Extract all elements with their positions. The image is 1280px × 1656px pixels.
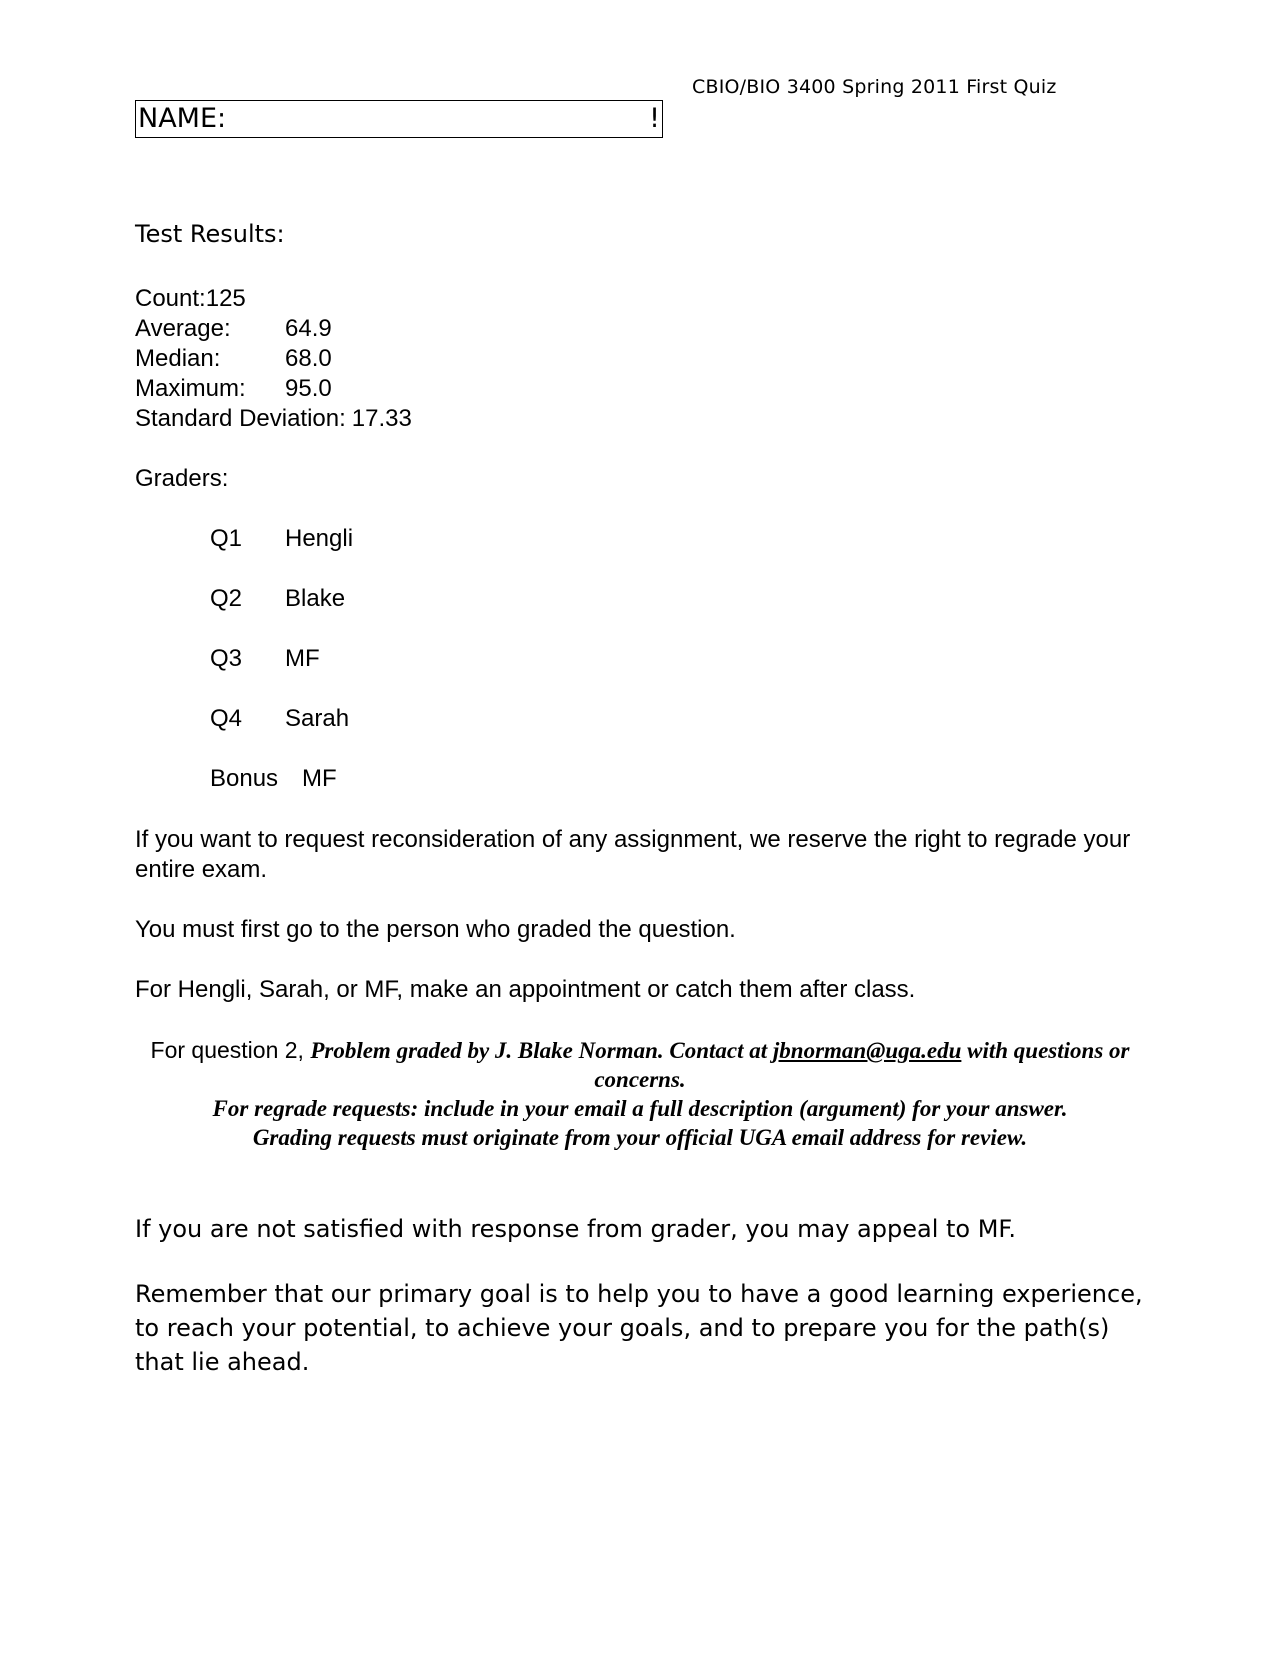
grader-row-bonus — [210, 765, 337, 793]
stat-median — [135, 344, 332, 374]
reconsideration-paragraph: If you want to request reconsideration of any assignment, we reserve the right to regrade your entire exam. — [135, 826, 1131, 883]
stat-value: 64.9 — [285, 315, 332, 342]
remember-paragraph: Remember that our primary goal is to help you to have a good learning experience, to reach your potential, to achieve your goals, and to prepare you for the path(s) that lie ahead. — [135, 1280, 1143, 1376]
grader-email-link[interactable]: jbnorman@uga.edu — [772, 1038, 962, 1063]
question-2-notice — [135, 1036, 1145, 1152]
grader-name: MF — [285, 645, 320, 672]
stat-value: 95.0 — [285, 375, 332, 402]
q2-official-email: Grading requests must originate from your official UGA email address for review. — [252, 1125, 1028, 1150]
q2-questions-concerns: with questions or concerns. — [594, 1038, 1130, 1092]
stat-count — [135, 284, 246, 314]
grader-question: Q4 — [210, 705, 243, 732]
first-go-paragraph: You must first go to the person who graded the question. — [135, 916, 736, 943]
grader-name: MF — [302, 765, 337, 792]
stat-label: Average: — [135, 315, 231, 342]
test-results-heading: Test Results: — [135, 220, 285, 248]
stat-maximum — [135, 374, 332, 404]
name-label: NAME: — [138, 103, 227, 134]
stat-label: Maximum: — [135, 375, 246, 402]
appeal-paragraph: If you are not satisfied with response from grader, you may appeal to MF. — [135, 1215, 1016, 1243]
grader-question: Q3 — [210, 645, 243, 672]
stat-label: Median: — [135, 345, 221, 372]
grader-name: Hengli — [285, 525, 354, 552]
stat-average — [135, 314, 332, 344]
grader-row-q4 — [210, 705, 349, 733]
stat-label: Standard Deviation: — [135, 405, 346, 432]
stat-label: Count: — [135, 285, 206, 312]
stat-standard-deviation — [135, 404, 412, 434]
stat-value: 68.0 — [285, 345, 332, 372]
grader-question: Q1 — [210, 525, 243, 552]
grader-row-q2 — [210, 585, 345, 613]
q2-regrade-requests: For regrade requests: include in your email a full description (argument) for your answer. — [212, 1096, 1068, 1121]
appointment-paragraph: For Hengli, Sarah, or MF, make an appointment or catch them after class. — [135, 976, 916, 1003]
name-box-end-mark: ! — [649, 103, 660, 134]
graders-label: Graders: — [135, 465, 229, 492]
stat-value: 17.33 — [351, 405, 412, 432]
grader-name: Sarah — [285, 705, 350, 732]
course-header: CBIO/BIO 3400 Spring 2011 First Quiz — [692, 76, 1057, 98]
grader-question: Q2 — [210, 585, 243, 612]
grader-row-q1 — [210, 525, 353, 553]
grader-question: Bonus — [210, 765, 279, 792]
stat-value: 125 — [205, 285, 246, 312]
grader-name: Blake — [285, 585, 346, 612]
q2-lead: For question 2, — [150, 1037, 311, 1063]
grader-row-q3 — [210, 645, 320, 673]
name-field-box — [135, 100, 663, 138]
q2-graded-by: Problem graded by J. Blake Norman. Contact at — [310, 1038, 773, 1063]
